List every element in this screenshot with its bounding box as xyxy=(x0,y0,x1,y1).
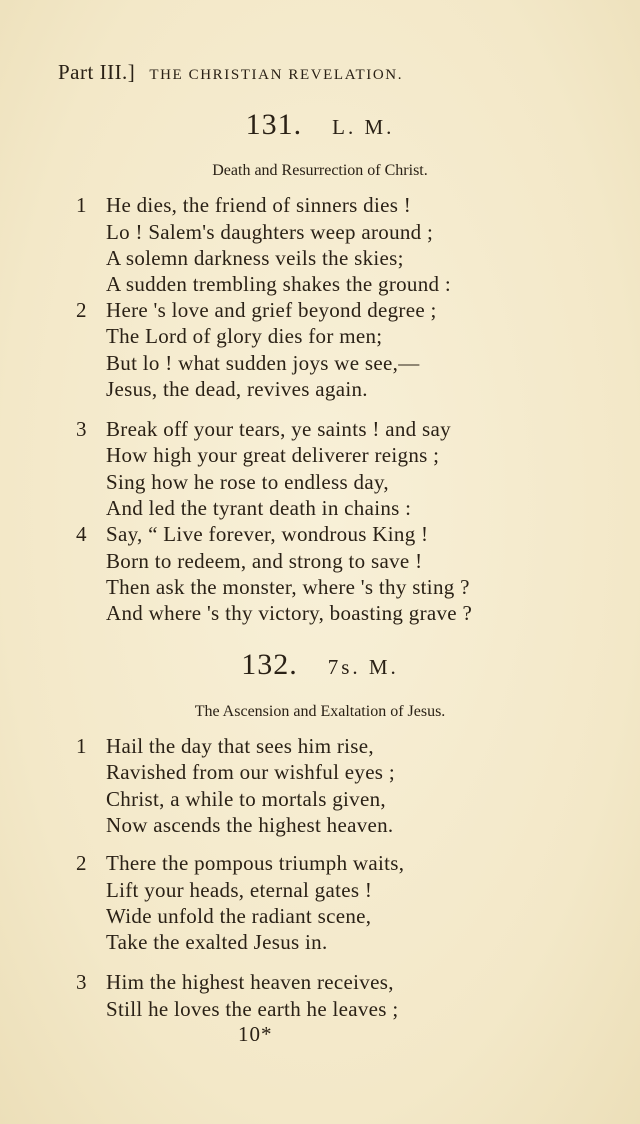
verse-line: Christ, a while to mortals given, xyxy=(106,787,386,811)
verse-line: The Lord of glory dies for men; xyxy=(106,324,383,348)
verse-line: Here 's love and grief beyond degree ; xyxy=(106,298,437,322)
verse-line: But lo ! what sudden joys we see,— xyxy=(106,351,420,375)
hymn-heading xyxy=(0,648,640,682)
hymn-title: The Ascension and Exaltation of Jesus. xyxy=(194,703,446,720)
hymn-heading xyxy=(0,108,640,142)
hymn-number: 132. xyxy=(241,648,298,681)
verse-line: Now ascends the highest heaven. xyxy=(106,813,394,837)
verse-line: Wide unfold the radiant scene, xyxy=(106,904,372,928)
verse-line: Ravished from our wishful eyes ; xyxy=(106,760,395,784)
verse-line: Born to redeem, and strong to save ! xyxy=(106,549,423,573)
verse-number: 2 xyxy=(76,298,87,322)
verse-line: How high your great deliverer reigns ; xyxy=(106,443,440,467)
verse-line: Him the highest heaven receives, xyxy=(106,970,394,994)
verse-line: Lift your heads, eternal gates ! xyxy=(106,878,373,902)
verse-number: 3 xyxy=(76,970,87,994)
running-header xyxy=(58,60,598,85)
hymn-number: 131. xyxy=(245,108,303,141)
verse-line: Break off your tears, ye saints ! and say xyxy=(106,417,451,441)
verse-line: He dies, the friend of sinners dies ! xyxy=(106,193,412,217)
verse-number: 3 xyxy=(76,417,87,441)
verse-number: 1 xyxy=(76,734,87,758)
verse-line: And led the tyrant death in chains : xyxy=(106,496,412,520)
hymn-meter: L. M. xyxy=(332,115,395,139)
hymn-meter: 7s. M. xyxy=(327,655,399,679)
verse-line: There the pompous triumph waits, xyxy=(106,851,405,875)
verse-number: 2 xyxy=(76,851,87,875)
verse-line: Hail the day that sees him rise, xyxy=(106,734,374,758)
verse-line: A sudden trembling shakes the ground : xyxy=(106,272,452,296)
verse-line: And where 's thy victory, boasting grave ? xyxy=(106,601,473,625)
verse-line: Still he loves the earth he leaves ; xyxy=(106,997,399,1021)
verse-line: Lo ! Salem's daughters weep around ; xyxy=(106,220,434,244)
signature-mark: 10* xyxy=(238,1022,273,1046)
verse-line: Sing how he rose to endless day, xyxy=(106,470,389,494)
verse-line: Say, “ Live forever, wondrous King ! xyxy=(106,522,429,546)
verse-line: Take the exalted Jesus in. xyxy=(106,930,328,954)
verse-line: Then ask the monster, where 's thy sting ? xyxy=(106,575,470,599)
verse-number: 1 xyxy=(76,193,87,217)
verse-number: 4 xyxy=(76,522,87,546)
verse-line: Jesus, the dead, revives again. xyxy=(106,377,368,401)
part-label: Part III.] xyxy=(58,60,136,84)
verse-line: A solemn darkness veils the skies; xyxy=(106,246,404,270)
section-title: THE CHRISTIAN REVELATION. xyxy=(149,67,404,83)
hymn-title: Death and Resurrection of Christ. xyxy=(212,162,428,179)
